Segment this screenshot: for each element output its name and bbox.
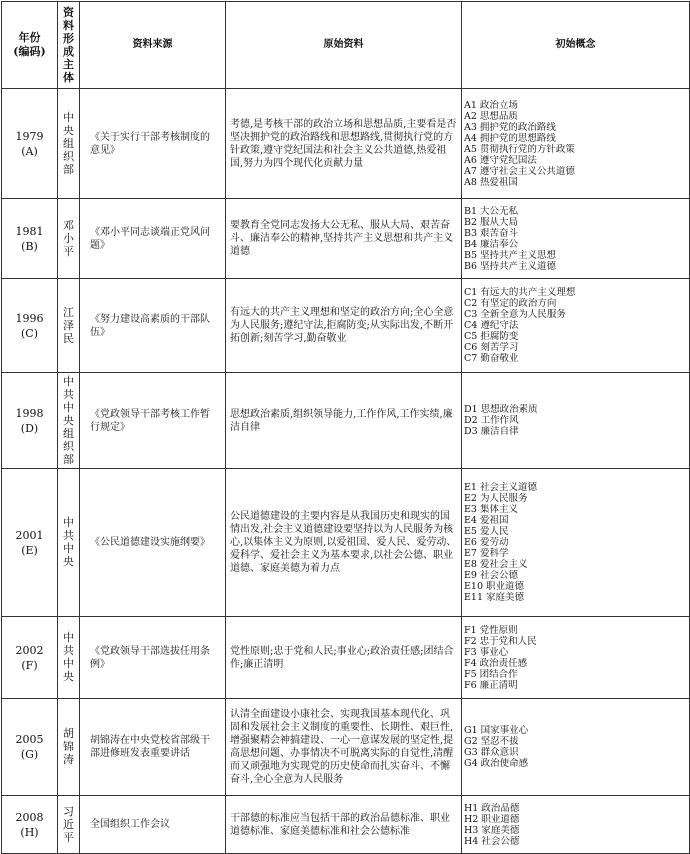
concept-item: D3 廉洁自律	[464, 426, 519, 437]
concept-item: E10 职业道德	[464, 581, 525, 592]
subject-value: 习近平	[63, 804, 74, 844]
year-value: 2001	[15, 528, 44, 542]
year-cell	[2, 469, 58, 617]
concept-item: E2 为人民服务	[464, 493, 528, 504]
concept-item: E5 爱人民	[464, 526, 509, 537]
source-cell: 《党政领导干部考核工作暂行规定》	[80, 373, 226, 469]
source-cell: 《邓小平同志谈端正党风问题》	[80, 199, 226, 279]
year-cell	[2, 199, 58, 279]
year-code: (C)	[21, 326, 38, 340]
year-value: 1996	[15, 311, 44, 325]
subject-cell	[58, 699, 80, 796]
concept-item: C1 有远大的共产主义理想	[464, 287, 576, 298]
year-code: (A)	[21, 144, 38, 158]
concept-item: E11 家庭美德	[464, 592, 525, 603]
concept-item: F6 廉正清明	[464, 679, 518, 691]
year-value: 2002	[15, 643, 44, 657]
concept-item: A3 拥护党的政治路线	[464, 121, 556, 133]
year-cell	[2, 699, 58, 796]
source-cell: 《公民道德建设实施纲要》	[80, 469, 226, 617]
concepts-cell	[462, 373, 690, 469]
concept-item: B1 大公无私	[464, 205, 519, 217]
concept-item: E4 爱祖国	[464, 515, 509, 526]
subject-value: 中央组织部	[63, 110, 74, 176]
year-cell	[2, 89, 58, 199]
header-raw: 原始资料	[226, 2, 462, 89]
year-value: 1981	[15, 224, 44, 238]
concept-item: C7 勤奋敬业	[464, 353, 519, 364]
concepts-cell	[462, 617, 690, 699]
concept-item: A6 遵守党纪国法	[464, 154, 537, 166]
concept-item: H3 家庭美德	[464, 824, 520, 836]
concept-item: C6 刻苦学习	[464, 342, 519, 353]
concept-item: D1 思想政治素质	[464, 404, 538, 415]
concept-item: B3 艰苦奋斗	[464, 227, 519, 239]
concept-item: D2 工作作风	[464, 415, 519, 426]
raw-material-cell: 思想政治素质,组织领导能力,工作作风,工作实绩,廉洁自律	[226, 373, 462, 469]
subject-value: 胡锦涛	[63, 727, 74, 766]
concept-item: E1 社会主义道德	[464, 482, 537, 493]
source-cell: 全国组织工作会议	[80, 796, 226, 854]
raw-material-cell: 干部德的标准应当包括干部的政治品德标准、职业道德标准、家庭美德标准和社会公德标准	[226, 796, 462, 854]
year-code: (E)	[21, 543, 38, 557]
subject-cell	[58, 199, 80, 279]
subject-cell	[58, 89, 80, 199]
header-source: 资料来源	[80, 2, 226, 89]
raw-material-cell: 考德,是考核干部的政治立场和思想品质,主要看是否坚决拥护党的政治路线和思想路线,贯彻执行党的方针政策,遵守党纪国法和社会主义公共道德,热爱祖国,努力为四个现代化贡献力量	[226, 89, 462, 199]
header-year	[2, 2, 58, 89]
subject-value: 江泽民	[63, 305, 74, 345]
table-row	[2, 699, 690, 796]
source-cell: 《党政领导干部选拔任用条例》	[80, 617, 226, 699]
subject-cell	[58, 279, 80, 373]
concepts-cell	[462, 699, 690, 796]
year-cell	[2, 373, 58, 469]
table-row	[2, 617, 690, 699]
concept-item: E6 爱劳动	[464, 537, 509, 548]
concept-item: F5 团结合作	[464, 668, 518, 680]
concept-item: E7 爱科学	[464, 548, 509, 559]
table-row	[2, 199, 690, 279]
concept-item: B4 廉洁奉公	[464, 238, 519, 250]
concept-item: C2 有坚定的政治方向	[464, 298, 557, 309]
year-value: 1979	[15, 129, 44, 143]
concept-item: F4 政治责任感	[464, 657, 528, 669]
concept-item: A2 思想品质	[464, 110, 518, 122]
raw-material-cell: 有远大的共产主义理想和坚定的政治方向;全心全意为人民服务;遵纪守法,拒腐防变;从实际出发,不断开拓创新;刻苦学习,勤奋敬业	[226, 279, 462, 373]
concept-item: H1 政治品德	[464, 802, 520, 814]
moral-standards-table	[1, 1, 690, 854]
concept-item: G4 政治使命感	[464, 758, 529, 769]
concepts-cell	[462, 796, 690, 854]
year-cell	[2, 617, 58, 699]
source-cell: 《关于实行干部考核制度的意见》	[80, 89, 226, 199]
concept-item: F1 党性原则	[464, 624, 518, 636]
year-code: (B)	[21, 239, 38, 253]
concept-item: G3 群众意识	[464, 747, 519, 758]
concept-item: C4 遵纪守法	[464, 320, 519, 331]
subject-cell	[58, 469, 80, 617]
concept-item: E8 爱社会主义	[464, 559, 528, 570]
table-row	[2, 279, 690, 373]
subject-value: 中共中央	[63, 516, 74, 568]
raw-material-cell: 党性原则;忠于党和人民;事业心;政治责任感;团结合作;廉正清明	[226, 617, 462, 699]
year-code: (F)	[21, 658, 38, 672]
year-cell	[2, 796, 58, 854]
concept-item: G1 国家事业心	[464, 725, 529, 736]
concept-item: A1 政治立场	[464, 99, 518, 111]
concept-item: F3 事业心	[464, 646, 509, 658]
concept-item: B2 服从大局	[464, 216, 519, 228]
concept-item: H4 社会公德	[464, 835, 520, 847]
subject-cell	[58, 373, 80, 469]
header-row	[2, 2, 690, 89]
source-cell: 胡锦涛在中央党校省部级干部进修班发表重要讲话	[80, 699, 226, 796]
table-row	[2, 796, 690, 854]
concept-item: E3 集体主义	[464, 504, 518, 515]
concept-item: A4 拥护党的思想路线	[464, 132, 556, 144]
subject-value: 中共中央	[63, 631, 74, 683]
table-row	[2, 89, 690, 199]
concept-item: B5 坚持共产主义思想	[464, 249, 557, 261]
concept-item: E9 社会公德	[464, 570, 518, 581]
subject-value: 中共中央组织部	[63, 374, 74, 466]
concept-item: A8 热爱祖国	[464, 176, 518, 188]
table-body	[2, 89, 690, 854]
subject-value: 邓小平	[63, 218, 74, 258]
year-value: 1998	[15, 406, 44, 420]
source-cell: 《努力建设高素质的干部队伍》	[80, 279, 226, 373]
header-subject-label: 资料形成主体	[63, 5, 74, 84]
year-code: (H)	[20, 825, 39, 839]
concepts-cell	[462, 279, 690, 373]
concept-item: A5 贯彻执行党的方针政策	[464, 143, 575, 155]
subject-cell	[58, 796, 80, 854]
concepts-cell	[462, 89, 690, 199]
table-row	[2, 469, 690, 617]
year-value: 2005	[15, 733, 44, 746]
year-code: (D)	[20, 421, 39, 435]
header-subject	[58, 2, 80, 89]
subject-cell	[58, 617, 80, 699]
concept-item: F2 忠于党和人民	[464, 635, 537, 647]
raw-material-cell: 认清全面建设小康社会、实现我国基本现代化、巩固和发展社会主义制度的重要性、长期性、艰巨性,增强聚精会神搞建设、一心一意谋发展的坚定性,提高思想问题、办事情决不可脱离实际的自觉性,清醒而又顽强地为实现党的历史使命而扎实奋斗、不懈奋斗,全心全意为人民服务	[226, 699, 462, 796]
header-year-label: 年份	[18, 31, 41, 44]
year-code: (G)	[20, 748, 39, 761]
header-concepts: 初始概念	[462, 2, 690, 89]
table-row	[2, 373, 690, 469]
header-code-label: (编码)	[13, 45, 46, 58]
concepts-cell	[462, 199, 690, 279]
year-value: 2008	[15, 810, 44, 824]
concept-item: A7 遵守社会主义公共道德	[464, 165, 575, 177]
concepts-cell	[462, 469, 690, 617]
raw-material-cell: 要教育全党同志发扬大公无私、服从大局、艰苦奋斗、廉洁奉公的精神,坚持共产主义思想和共产主义道德	[226, 199, 462, 279]
year-cell	[2, 279, 58, 373]
concept-item: G2 坚忍不拔	[464, 736, 519, 747]
concept-item: H2 职业道德	[464, 813, 520, 825]
concept-item: C5 拒腐防变	[464, 331, 519, 342]
raw-material-cell: 公民道德建设的主要内容是从我国历史和现实的国情出发,社会主义道德建设要坚持以为人民服务为核心,以集体主义为原则,以爱祖国、爱人民、爱劳动、爱科学、爱社会主义为基本要求,以社会公德、职业道德、家庭美德为着力点	[226, 469, 462, 617]
concept-item: C3 全新全意为人民服务	[464, 309, 566, 320]
concept-item: B6 坚持共产主义道德	[464, 260, 557, 272]
